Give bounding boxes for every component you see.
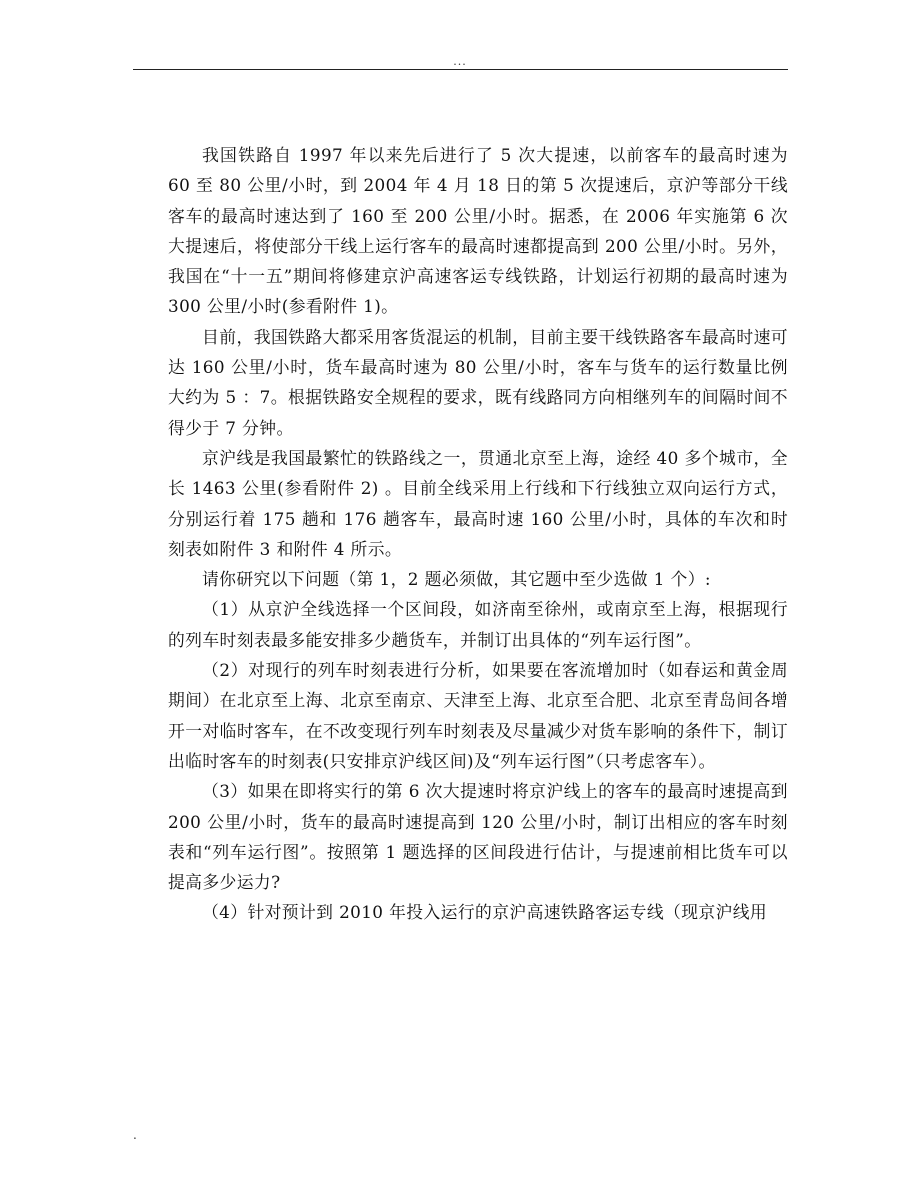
header-rule: [133, 69, 788, 70]
footer-dot: .: [133, 1128, 137, 1142]
paragraph-speedup-history: 我国铁路自 1997 年以来先后进行了 5 次大提速，以前客车的最高时速为 60 至 80 公里/小时，到 2004 年 4 月 18 日的第 5 次提速后，京沪等部分干线客车的最高时速达到了 160 至 200 公里/小时。据悉，在 2006 年实施第 6 次大提速后，将使部分干线上运行客车的最高时速都提高到 200 公里/小时。另外，我国在“十一五”期间将修建京沪高速客运专线铁路，计划运行初期的最高时速为 300 公里/小时(参看附件 1)。: [168, 145, 788, 317]
paragraph-question-3: （3）如果在即将实行的第 6 次大提速时将京沪线上的客车的最高时速提高到 200 公里/小时，货车的最高时速提高到 120 公里/小时，制订出相应的客车时刻表和“列车运行图”。按照第 1 题选择的区间段进行估计，与提速前相比货车可以提高多少运力?: [168, 781, 788, 893]
header-dots: ...: [453, 55, 467, 68]
paragraph-question-2: （2）对现行的列车时刻表进行分析，如果要在客流增加时（如春运和黄金周期间）在北京至上海、北京至南京、天津至上海、北京至合肥、北京至青岛间各增开一对临时客车，在不改变现行列车时刻表及尽量减少对货车影响的条件下，制订出临时客车的时刻表(只安排京沪线区间)及“列车运行图”（只考虑客车）。: [168, 660, 788, 771]
paragraph-question-4: （4）针对预计到 2010 年投入运行的京沪高速铁路客运专线（现京沪线用: [202, 902, 768, 923]
paragraph-task-intro: 请你研究以下问题（第 1，2 题必须做，其它题中至少选做 1 个）:: [202, 569, 711, 590]
paragraph-mixed-transport: 目前，我国铁路大都采用客货混运的机制，目前主要干线铁路客车最高时速可达 160 公里/小时，货车最高时速为 80 公里/小时，客车与货车的运行数量比例大约为 5 ：7。根据铁路安全规程的要求，既有线路同方向相继列车的间隔时间不得少于 7 分钟。: [168, 326, 788, 438]
paragraph-question-1: （1）从京沪全线选择一个区间段，如济南至徐州，或南京至上海，根据现行的列车时刻表最多能安排多少趟货车，并制订出具体的“列车运行图”。: [168, 599, 788, 650]
document-body: [168, 140, 788, 928]
paragraph-jinghu-line: 京沪线是我国最繁忙的铁路线之一，贯通北京至上海，途经 40 多个城市，全长 1463 公里(参看附件 2) 。目前全线采用上行线和下行线独立双向运行方式，分别运行着 175 趟和 176 趟客车，最高时速 160 公里/小时，具体的车次和时刻表如附件 3 和附件 4 所示。: [168, 447, 788, 559]
